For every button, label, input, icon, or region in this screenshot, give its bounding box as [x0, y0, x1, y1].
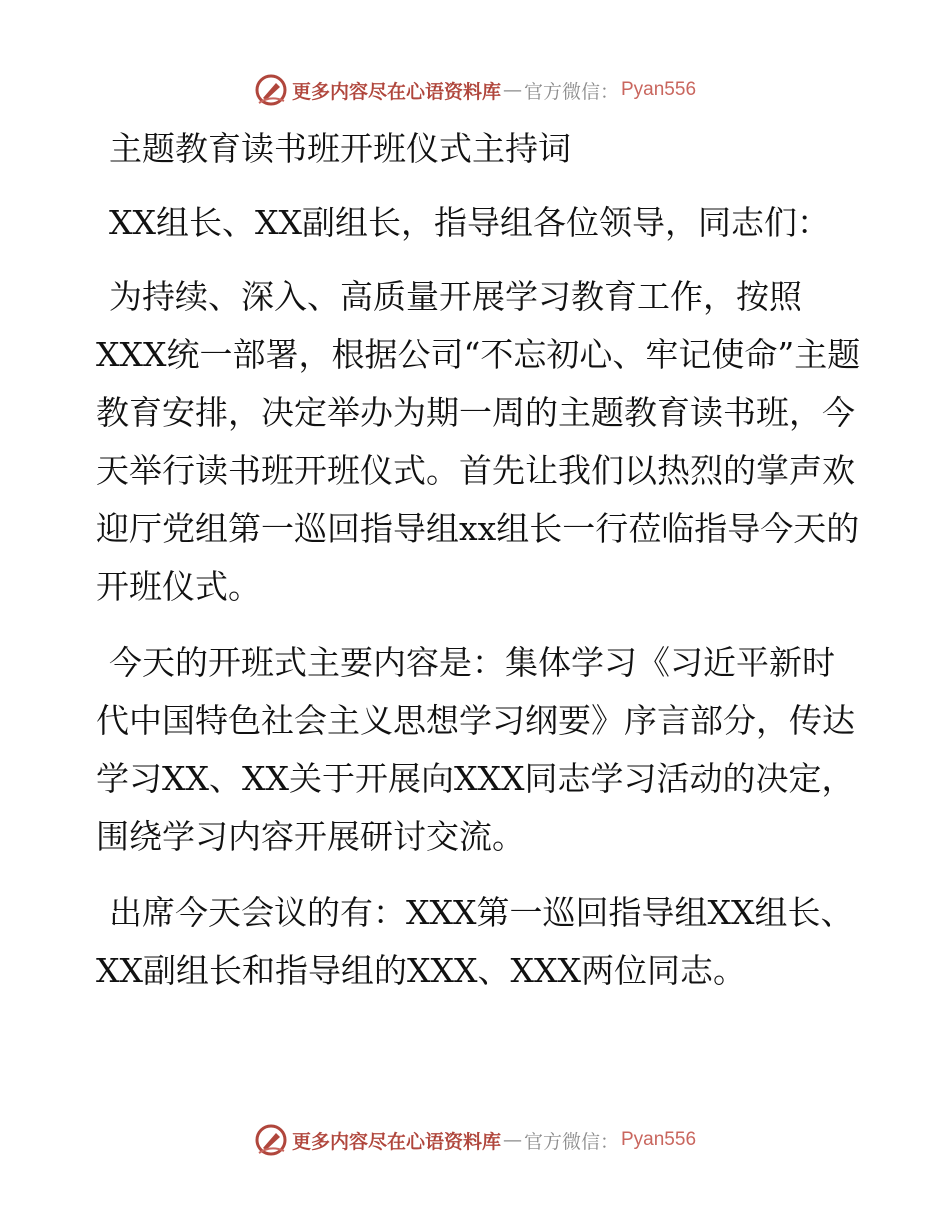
document-paragraph: 今天的开班式主要内容是：集体学习《习近平新时代中国特色社会主义思想学习纲要》序言部分，传达学习XX、XX关于开展向XXX同志学习活动的决定，围绕学习内容开展研讨交流。: [96, 643, 855, 856]
document-title: 主题教育读书班开班仪式主持词: [109, 129, 571, 168]
watermark-separator: —: [502, 1129, 522, 1151]
header-watermark: [0, 70, 950, 110]
document-paragraph: 为持续、深入、高质量开展学习教育工作，按照XXX统一部署，根据公司“不忘初心、牢记使命”主题教育安排，决定举办为期一周的主题教育读书班，今天举行读书班开班仪式。首先让我们以热烈的掌声欢迎厅党组第一巡回指导组xx组长一行莅临指导今天的开班仪式。: [96, 277, 861, 606]
watermark-brand: 更多内容尽在心语资料库: [291, 1130, 501, 1153]
watermark-brand: 更多内容尽在心语资料库: [291, 80, 501, 103]
watermark-wechat-id: Pyan556: [621, 1129, 697, 1150]
watermark-wechat-id: Pyan556: [621, 79, 697, 100]
footer-watermark: [0, 1120, 950, 1160]
pen-nib-logo-icon: [254, 1123, 288, 1157]
pen-nib-logo-icon: [254, 73, 288, 107]
document-paragraph: 出席今天会议的有：XXX第一巡回指导组XX组长、XX副组长和指导组的XXX、XXX两位同志。: [96, 893, 854, 990]
document-greeting: XX组长、XX副组长，指导组各位领导，同志们：: [109, 203, 830, 242]
watermark-official-label: 官方微信：: [523, 80, 619, 103]
watermark-official-label: 官方微信：: [523, 1130, 619, 1153]
document-body: [96, 120, 866, 1018]
watermark-separator: —: [502, 79, 522, 101]
